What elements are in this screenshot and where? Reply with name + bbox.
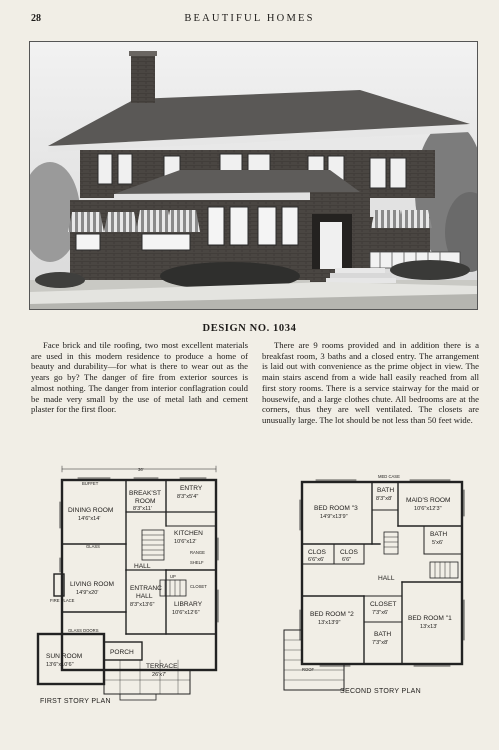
dining-room-label: DINING ROOM	[68, 507, 114, 514]
description-paragraph-1: Face brick and tile roofing, two most excellent materials are used in this modern residence to produce a home of beauty and durability—for what is there to wear out as the years go by? The danger of fire from exterior sources is almost nothing. The danger from interior conflagration could be made very small by the use of metal lath and cement plaster for the first floor.	[31, 340, 248, 415]
living-room-label: LIVING ROOM	[70, 581, 114, 588]
dining-room-dim: 14'6"x14'	[78, 516, 101, 522]
design-title: DESIGN NO. 1034	[202, 323, 297, 334]
closet-1-dim: 6'6"x6'	[308, 557, 325, 563]
library-dim: 10'6"x12'6"	[172, 610, 200, 616]
breakfast-label-1: BREAK'ST	[129, 490, 162, 497]
bed-room-3-dim: 14'9"x13'9"	[320, 514, 348, 520]
house-photograph	[29, 41, 478, 310]
med-case-label: MED CASE	[378, 474, 400, 479]
bath-top-dim: 8'3"x8'	[376, 496, 393, 502]
roof-label: ROOF	[302, 667, 315, 672]
second-story-plan	[280, 470, 470, 700]
closet-2-dim: 6'6"	[342, 557, 352, 563]
closet-label: CLOSET	[190, 584, 207, 589]
running-title: BEAUTIFUL HOMES	[184, 13, 315, 24]
bed-room-1-dim: 13'x13'	[420, 624, 438, 630]
hall-2-label: HALL	[378, 575, 395, 582]
porch-label: PORCH	[110, 649, 134, 656]
bed-room-2-dim: 13'x13'9"	[318, 620, 341, 626]
terrace-dim: 26'x7'	[152, 672, 167, 678]
sun-room-label: SUN ROOM	[46, 653, 83, 660]
bath-small-dim: 5'x6'	[432, 540, 444, 546]
library-label: LIBRARY	[174, 601, 203, 608]
entrance-hall-dim: 8'3"x13'6"	[130, 602, 155, 608]
bed-room-2-label: BED ROOM "2	[310, 611, 354, 618]
maids-room-label: MAID'S ROOM	[406, 497, 451, 504]
shelf-label: SHELF	[190, 560, 204, 565]
kitchen-dim: 10'6"x12'	[174, 539, 197, 545]
entry-dim: 8'3"x5'4"	[177, 494, 199, 500]
first-story-plan	[30, 462, 230, 707]
page-number: 28	[31, 13, 41, 24]
bed-room-3-label: BED ROOM "3	[314, 505, 358, 512]
first-story-caption: FIRST STORY PLAN	[40, 698, 111, 705]
fireplace-label: FIRE PLACE	[50, 598, 75, 603]
buffet-label: BUFFET	[82, 481, 99, 486]
closet-2-label: CLOS	[340, 549, 358, 556]
bath-top-label: BATH	[377, 487, 395, 494]
entrance-hall-label-2: HALL	[136, 593, 153, 600]
breakfast-dim: 8'3"x11'	[133, 506, 152, 512]
living-room-dim: 14'9"x20'	[76, 590, 99, 596]
sun-room-dim: 13'6"x10'6"	[46, 662, 74, 668]
glass-doors-label: GLASS DOORS	[68, 628, 99, 633]
hall-label: HALL	[134, 563, 151, 570]
closet-1-label: CLOS	[308, 549, 326, 556]
stair-up-label: UP	[170, 574, 176, 579]
bath-bottom-label: BATH	[374, 631, 392, 638]
entrance-hall-label-1: ENTRANC	[130, 585, 162, 592]
range-label: RANGE	[190, 550, 205, 555]
terrace-label: TERRACE	[146, 663, 178, 670]
description-text	[31, 340, 479, 426]
maids-room-dim: 10'6"x12'3"	[414, 506, 442, 512]
bed-room-1-label: BED ROOM "1	[408, 615, 452, 622]
second-story-caption: SECOND STORY PLAN	[340, 688, 421, 695]
kitchen-label: KITCHEN	[174, 530, 203, 537]
breakfast-label-2: ROOM	[135, 498, 156, 505]
entry-label: ENTRY	[180, 485, 203, 492]
bath-bottom-dim: 7'3"x8'	[372, 640, 389, 646]
closet-3-label: CLOSET	[370, 601, 397, 608]
first-width-dimension: 36'	[138, 467, 144, 472]
bath-small-label: BATH	[430, 531, 448, 538]
closet-3-dim: 7'3"x6'	[372, 610, 389, 616]
description-paragraph-2: There are 9 rooms provided and in addition there is a breakfast room, 3 baths and a closed entry. The arrangement is laid out with convenience as the prime object in view. The main stairs ascend from a wide hall easily reached from all first story rooms. There is a service stairway for the maid or housewife, and a large clothes chute. All bedrooms are at the corners, thus they are well ventilated. The closets are unusually large. The lot should be not less than 50 feet wide.	[262, 340, 479, 425]
glass-label: GLASS	[86, 544, 100, 549]
